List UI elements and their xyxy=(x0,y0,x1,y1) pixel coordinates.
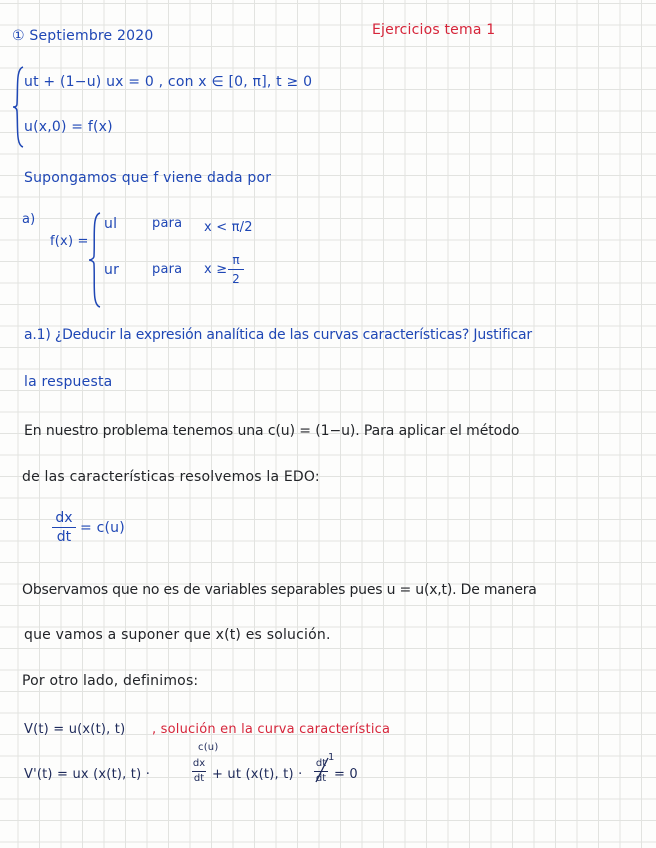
date-heading: ① Septiembre 2020 xyxy=(12,28,154,44)
case1-condition: x < π/2 xyxy=(204,220,253,235)
answer-line4: que vamos a suponer que x(t) es solución. xyxy=(24,627,331,643)
answer-line3: Observamos que no es de variables separables pues u = u(x,t). De manera xyxy=(22,582,537,598)
pde-equation: ut + (1−u) ux = 0 , con x ∈ [0, π], t ≥ 0 xyxy=(24,74,313,90)
deriv-frac1-bar xyxy=(192,771,206,772)
case2-condition-fraction xyxy=(228,252,244,287)
answer-line2: de las características resolvemos la EDO: xyxy=(22,469,320,485)
answer-line5: Por otro lado, definimos: xyxy=(22,673,199,689)
deriv-frac1-num: dx xyxy=(192,758,206,769)
case2-cond-num: π xyxy=(232,253,240,267)
ode-den: dt xyxy=(56,529,72,546)
derivative-lhs: V'(t) = ux (x(t), t) · xyxy=(24,767,151,782)
question-a1-line2: la respuesta xyxy=(24,374,113,390)
definition-note: , solución en la curva característica xyxy=(152,722,391,737)
derivative-rhs: = 0 xyxy=(334,767,358,782)
case2-word: para xyxy=(152,262,183,277)
ode-bar xyxy=(52,527,76,528)
case2-condition-prefix: x ≥ xyxy=(204,262,228,277)
case2-cond-den: 2 xyxy=(232,272,240,287)
part-a-label: a) xyxy=(22,212,36,227)
case2-cond-bar xyxy=(228,269,244,270)
deriv-frac1-den: dt xyxy=(193,773,205,785)
derivative-plus-term: + ut (x(t), t) · xyxy=(212,767,303,782)
intro-text: Supongamos que f viene dada por xyxy=(24,170,272,186)
case1-value: ul xyxy=(104,216,118,232)
definition-v: V(t) = u(x(t), t) xyxy=(24,722,126,737)
deriv-frac2-num: dt xyxy=(315,758,327,769)
piecewise-lhs: f(x) = xyxy=(50,234,89,249)
ode-num: dx xyxy=(55,510,73,526)
derivative-annotation-one: 1 xyxy=(328,752,335,763)
piecewise-brace xyxy=(88,212,102,308)
ode-rhs: = c(u) xyxy=(80,520,125,536)
derivative-annotation-cu: c(u) xyxy=(198,742,219,753)
ode-fraction xyxy=(52,510,76,545)
question-a1-line1: a.1) ¿Deducir la expresión analítica de las curvas características? Justificar xyxy=(24,327,532,343)
case1-word: para xyxy=(152,216,183,231)
case2-value: ur xyxy=(104,262,120,278)
derivative-fraction-1 xyxy=(192,758,206,785)
initial-condition: u(x,0) = f(x) xyxy=(24,119,113,135)
answer-line1: En nuestro problema tenemos una c(u) = (1−u). Para aplicar el método xyxy=(24,423,520,439)
deriv-frac2-den: dt xyxy=(315,773,327,785)
topic-heading: Ejercicios tema 1 xyxy=(372,22,496,38)
